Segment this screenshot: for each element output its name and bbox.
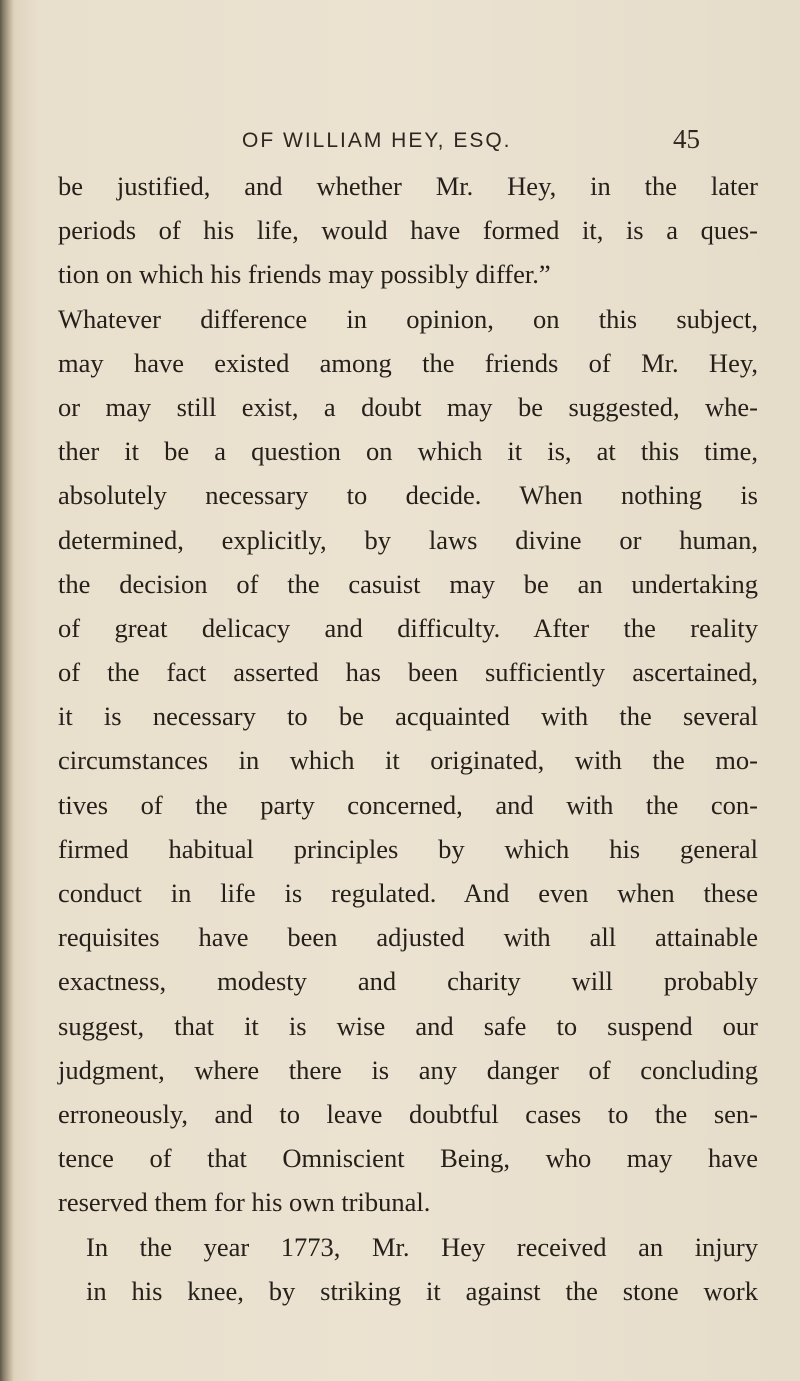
text-line: conduct in life is regulated. And even when these <box>58 878 758 908</box>
text-line: be justified, and whether Mr. Hey, in the later <box>58 171 758 201</box>
running-head: OF WILLIAM HEY, ESQ. <box>242 129 512 152</box>
page-number: 45 <box>673 124 700 154</box>
page-gutter-shadow <box>0 0 14 1381</box>
text-line: it is necessary to be acquainted with the several <box>58 701 758 732</box>
text-line: of the fact asserted has been sufficiently ascertained, <box>58 657 758 688</box>
text-line: firmed habitual principles by which his general <box>58 833 758 864</box>
text-line: erroneously, and to leave doubtful cases to the sen- <box>58 1098 758 1129</box>
text-line: requisites have been adjusted with all attainable <box>58 922 758 953</box>
text-line: In the year 1773, Mr. Hey received an injury <box>86 1231 758 1262</box>
text-line: circumstances in which it originated, with the mo- <box>58 745 758 776</box>
text-line: may have existed among the friends of Mr. Hey, <box>58 347 758 378</box>
body-text <box>58 164 758 1313</box>
page-header <box>0 117 800 157</box>
text-line: Whatever difference in opinion, on this subject, <box>58 303 758 334</box>
text-line: suggest, that it is wise and safe to suspend our <box>58 1010 758 1041</box>
text-line: reserved them for his own tribunal. <box>58 1187 431 1218</box>
text-line: periods of his life, would have formed it, is a ques- <box>58 215 758 246</box>
text-line: exactness, modesty and charity will probably <box>58 966 758 997</box>
text-line: determined, explicitly, by laws divine or human, <box>58 524 758 555</box>
text-line: ther it be a question on which it is, at this time, <box>58 436 758 467</box>
text-line: tion on which his friends may possibly differ.” <box>58 259 551 290</box>
text-line: tives of the party concerned, and with the con- <box>58 789 758 820</box>
text-line: the decision of the casuist may be an undertaking <box>58 568 758 599</box>
text-line: absolutely necessary to decide. When nothing is <box>58 480 758 511</box>
text-line: of great delicacy and difficulty. After the reality <box>58 612 758 643</box>
text-line: judgment, where there is any danger of concluding <box>58 1054 758 1085</box>
text-line: in his knee, by striking it against the stone work <box>86 1275 758 1306</box>
text-line: or may still exist, a doubt may be suggested, whe- <box>58 391 758 422</box>
text-line: tence of that Omniscient Being, who may have <box>58 1143 758 1174</box>
